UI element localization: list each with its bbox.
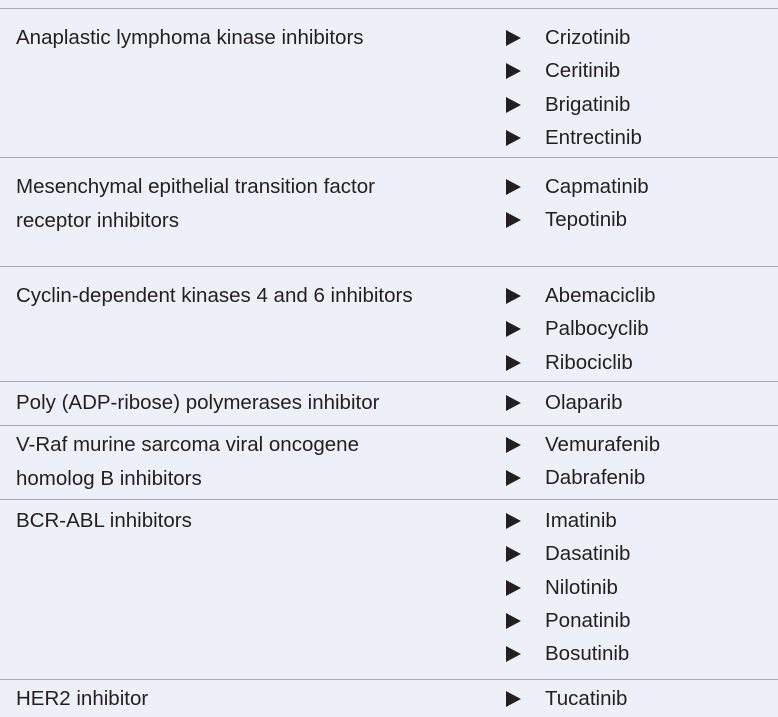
drug-name: Dabrafenib (545, 466, 646, 490)
list-item (506, 279, 656, 312)
triangle-bullet-icon (506, 97, 521, 113)
list-item (506, 537, 630, 570)
drug-name: Ceritinib (545, 59, 621, 83)
triangle-bullet-icon (506, 395, 521, 411)
list-item (506, 604, 630, 637)
list-item (506, 346, 656, 379)
triangle-bullet-icon (506, 63, 521, 79)
triangle-bullet-icon (506, 437, 521, 453)
drug-name: Imatinib (545, 509, 617, 532)
drug-name: Tepotinib (545, 208, 628, 232)
triangle-bullet-icon (506, 212, 521, 228)
triangle-bullet-icon (506, 546, 521, 562)
table-row (0, 381, 778, 425)
drug-name: Dasatinib (545, 542, 631, 566)
drug-name: Capmatinib (545, 175, 649, 198)
drug-class-name: BCR-ABL inhibitors (16, 509, 192, 532)
drug-name: Vemurafenib (545, 433, 661, 456)
drug-list (506, 21, 642, 154)
table-row (0, 266, 778, 381)
list-item (506, 428, 660, 461)
drug-class-name: V-Raf murine sarcoma viral oncogene homolog B inhibitors (16, 433, 359, 490)
drug-class-name: HER2 inhibitor (16, 687, 149, 710)
drug-class-name: Mesenchymal epithelial transition factor receptor inhibitors (16, 175, 375, 232)
drug-name: Nilotinib (545, 575, 618, 599)
list-item (506, 54, 642, 87)
list-item (506, 682, 627, 715)
list-item (506, 21, 642, 54)
triangle-bullet-icon (506, 288, 521, 304)
triangle-bullet-icon (506, 470, 521, 486)
drug-name: Abemaciclib (545, 284, 656, 307)
triangle-bullet-icon (506, 613, 521, 629)
drug-list (506, 428, 660, 495)
drug-class-name: Poly (ADP-ribose) polymerases inhibitor (16, 391, 380, 414)
drug-name: Entrectinib (545, 125, 642, 149)
triangle-bullet-icon (506, 513, 521, 529)
drug-list (506, 279, 656, 379)
drug-list (506, 682, 627, 715)
drug-name: Olaparib (545, 391, 623, 414)
drug-name: Palbocyclib (545, 317, 649, 341)
table-row (0, 8, 778, 157)
drug-name: Bosutinib (545, 642, 630, 666)
list-item (506, 312, 656, 345)
list-item (506, 637, 630, 670)
table-row (0, 425, 778, 499)
triangle-bullet-icon (506, 355, 521, 371)
triangle-bullet-icon (506, 179, 521, 195)
list-item (506, 121, 642, 154)
list-item (506, 203, 649, 236)
list-item (506, 88, 642, 121)
list-item (506, 504, 630, 537)
drug-name: Tucatinib (545, 687, 628, 710)
drug-class-name: Anaplastic lymphoma kinase inhibitors (16, 26, 364, 49)
table-row (0, 499, 778, 679)
drug-class-name: Cyclin-dependent kinases 4 and 6 inhibitors (16, 284, 413, 307)
list-item (506, 461, 660, 494)
drug-name: Ribociclib (545, 350, 633, 374)
table-row (0, 679, 778, 717)
triangle-bullet-icon (506, 321, 521, 337)
drug-name: Brigatinib (545, 92, 631, 116)
triangle-bullet-icon (506, 646, 521, 662)
list-item (506, 170, 649, 203)
triangle-bullet-icon (506, 130, 521, 146)
triangle-bullet-icon (506, 580, 521, 596)
list-item (506, 571, 630, 604)
drug-list (506, 170, 649, 237)
table-row (0, 157, 778, 266)
drug-list (506, 504, 630, 670)
triangle-bullet-icon (506, 691, 521, 707)
drug-list (506, 386, 623, 419)
triangle-bullet-icon (506, 30, 521, 46)
drug-name: Crizotinib (545, 26, 631, 49)
list-item (506, 386, 623, 419)
drug-name: Ponatinib (545, 608, 631, 632)
